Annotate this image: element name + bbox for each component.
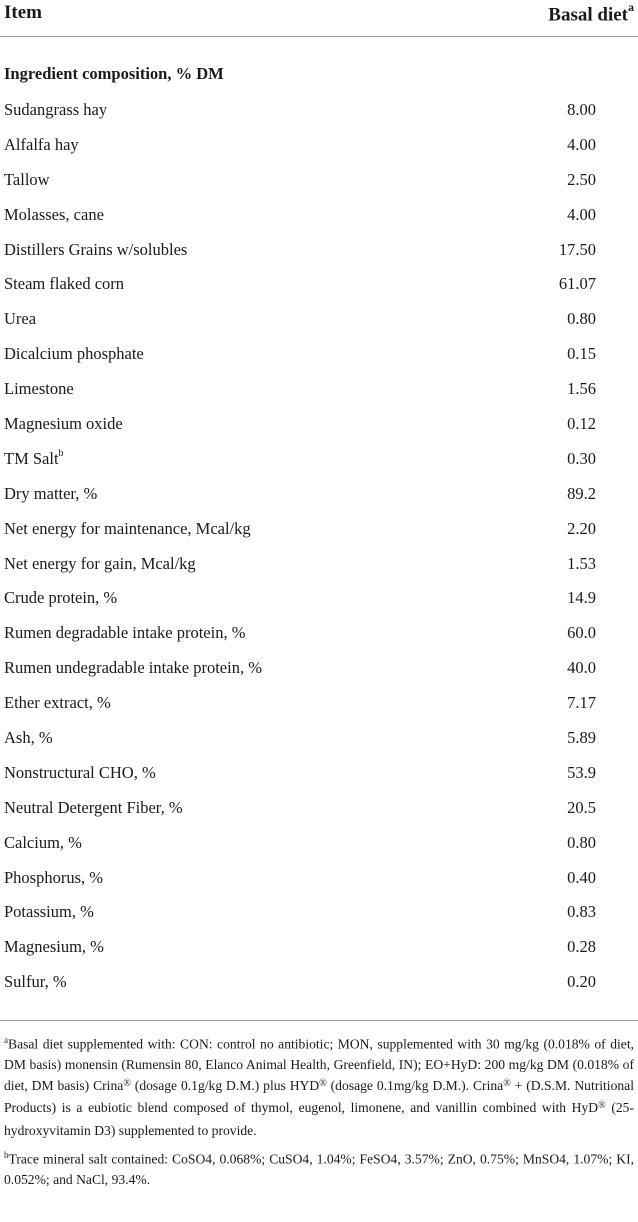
row-value: 7.17 xyxy=(567,693,596,713)
table-row xyxy=(0,689,638,724)
table-header xyxy=(0,0,638,37)
row-label xyxy=(4,170,50,190)
table-row xyxy=(0,724,638,759)
row-value: 0.15 xyxy=(567,344,596,364)
table-row xyxy=(0,445,638,480)
table-row xyxy=(0,166,638,201)
row-value: 89.2 xyxy=(567,483,596,503)
table-bottom-rule xyxy=(0,1020,638,1021)
table-row xyxy=(0,968,638,1003)
row-label-text: Molasses, cane xyxy=(4,204,104,224)
row-label xyxy=(4,344,144,364)
row-value: 1.53 xyxy=(567,553,596,573)
row-label-text: Distillers Grains w/solubles xyxy=(4,239,188,259)
footnote-a-text-3: (dosage 0.1mg/kg D.M.). Crina xyxy=(326,1077,504,1093)
row-value: 8.00 xyxy=(567,100,596,119)
row-label xyxy=(4,728,53,748)
row-label xyxy=(4,798,183,818)
item-column-header: Item xyxy=(4,2,42,23)
row-label-text: Magnesium, % xyxy=(4,937,104,957)
row-label xyxy=(4,763,156,783)
row-label-text: Tallow xyxy=(4,169,50,189)
row-value: 4.00 xyxy=(567,134,596,154)
row-label-text: Net energy for gain, Mcal/kg xyxy=(4,553,196,573)
row-label-text: Sulfur, % xyxy=(4,972,67,992)
row-label-text: Rumen undegradable intake protein, % xyxy=(4,658,262,678)
row-value: 0.30 xyxy=(567,448,596,468)
footnote-a-text-1: Basal diet supplemented with: CON: control no antibiotic; MON, supplemented with 30 mg/kg (0.018% of diet, DM basis) monensin (Rumensin 80, Elanco Animal Health, Greenfield, IN); EO+HyD: 200 mg/kg DM (0.018% of diet, DM basis) Crina xyxy=(4,1036,634,1093)
row-label xyxy=(4,274,124,294)
row-label xyxy=(4,414,123,434)
table-row xyxy=(0,236,638,271)
row-value: 1.56 xyxy=(567,379,596,399)
registered-mark: ® xyxy=(319,1077,327,1089)
row-label xyxy=(4,554,196,574)
row-value: 0.80 xyxy=(567,309,596,329)
row-label xyxy=(4,902,94,922)
row-value: 5.89 xyxy=(567,728,596,748)
row-value: 0.12 xyxy=(567,414,596,434)
row-label xyxy=(4,972,67,992)
row-label xyxy=(4,449,64,469)
row-value: 4.00 xyxy=(567,204,596,224)
table-row xyxy=(0,550,638,585)
row-value: 17.50 xyxy=(558,239,596,259)
row-label-text: Ether extract, % xyxy=(4,693,111,713)
row-value: 20.5 xyxy=(567,797,596,817)
table-row xyxy=(0,375,638,410)
row-label-text: Urea xyxy=(4,309,37,329)
row-label xyxy=(4,519,251,539)
footnote-marker-b: b xyxy=(58,448,64,460)
table-row xyxy=(0,759,638,794)
row-label xyxy=(4,205,104,225)
row-label xyxy=(4,623,245,643)
row-label-text: Ash, % xyxy=(4,728,53,748)
registered-mark: ® xyxy=(123,1077,131,1089)
registered-mark: ® xyxy=(598,1100,606,1112)
row-value: 0.28 xyxy=(567,937,596,957)
table-row xyxy=(0,654,638,689)
row-label xyxy=(4,868,103,888)
table-row xyxy=(0,794,638,829)
table-row xyxy=(0,619,638,654)
footnote-b-marker: b xyxy=(4,1150,9,1161)
row-label xyxy=(4,135,79,155)
row-value: 2.50 xyxy=(567,169,596,189)
footnote-a-text-4: + (D.S.M. Nutritional Products) is a eubiotic blend composed of thymol, eugenol, limonene, and vanillin combined with HyD xyxy=(4,1077,634,1116)
basal-diet-label: Basal diet xyxy=(548,4,628,26)
row-label-text: Steam flaked corn xyxy=(4,274,125,294)
row-value: 0.83 xyxy=(567,902,596,922)
row-label xyxy=(4,658,262,678)
row-label xyxy=(4,309,36,329)
row-value: 0.20 xyxy=(567,972,596,992)
row-label-text: Phosphorus, % xyxy=(4,867,104,887)
row-label xyxy=(4,100,107,120)
row-value: 0.80 xyxy=(567,832,596,852)
table-row xyxy=(0,515,638,550)
row-label xyxy=(4,937,104,957)
row-label-text: Sudangrass hay xyxy=(4,100,108,119)
row-label-text: Calcium, % xyxy=(4,832,82,852)
table-row xyxy=(0,410,638,445)
table-row xyxy=(0,201,638,236)
row-label-text: Limestone xyxy=(4,379,74,399)
table-row xyxy=(0,829,638,864)
row-label-text: Alfalfa hay xyxy=(4,134,79,154)
table-row xyxy=(0,480,638,515)
row-label-text: Nonstructural CHO, % xyxy=(4,762,156,782)
footnote-a-text-2: (dosage 0.1g/kg D.M.) plus HYD xyxy=(130,1077,320,1093)
table-row xyxy=(0,584,638,619)
section-heading xyxy=(0,60,638,96)
row-label xyxy=(4,588,117,608)
table-row xyxy=(0,864,638,899)
row-value: 0.40 xyxy=(567,867,596,887)
row-label-text: Dry matter, % xyxy=(4,483,98,503)
table-row xyxy=(0,340,638,375)
row-label-text: Neutral Detergent Fiber, % xyxy=(4,797,183,817)
footnote-a-marker: a xyxy=(4,1035,8,1045)
row-label xyxy=(4,484,97,504)
footnote-b xyxy=(4,1145,634,1191)
row-label-text: Dicalcium phosphate xyxy=(4,344,144,364)
row-value: 60.0 xyxy=(567,623,596,643)
footnote-marker-a: a xyxy=(628,0,634,14)
row-label xyxy=(4,240,187,260)
row-label xyxy=(4,693,111,713)
table-body xyxy=(0,96,638,1003)
basal-diet-column-header xyxy=(548,2,634,26)
table-row xyxy=(0,270,638,305)
table-footnotes xyxy=(4,1030,634,1195)
row-value: 14.9 xyxy=(567,588,596,608)
table-row xyxy=(0,96,638,131)
footnote-a xyxy=(4,1030,634,1141)
row-label-text: Crude protein, % xyxy=(4,588,118,608)
registered-mark: ® xyxy=(503,1077,511,1089)
row-label xyxy=(4,833,82,853)
table-row xyxy=(0,933,638,968)
row-label-text: TM Salt xyxy=(4,448,59,468)
row-value: 40.0 xyxy=(567,658,596,678)
row-label-text: Net energy for maintenance, Mcal/kg xyxy=(4,518,251,538)
row-label-text: Potassium, % xyxy=(4,902,94,922)
table-row xyxy=(0,898,638,933)
section-label: Ingredient composition, % DM xyxy=(4,64,224,83)
row-value: 61.07 xyxy=(558,274,596,294)
table-row xyxy=(0,305,638,340)
table-row xyxy=(0,131,638,166)
row-value: 53.9 xyxy=(567,762,596,782)
footnote-a-text-5: (25-hydroxyvitamin D3) supplemented to provide. xyxy=(4,1100,635,1138)
row-label-text: Rumen degradable intake protein, % xyxy=(4,623,246,643)
footnote-b-text: Trace mineral salt contained: CoSO4, 0.068%; CuSO4, 1.04%; FeSO4, 3.57%; ZnO, 0.75%; MnSO4, 1.07%; KI, 0.052%; and NaCl, 93.4%. xyxy=(4,1151,634,1188)
row-value: 2.20 xyxy=(567,518,596,538)
row-label xyxy=(4,379,74,399)
row-label-text: Magnesium oxide xyxy=(4,414,123,434)
